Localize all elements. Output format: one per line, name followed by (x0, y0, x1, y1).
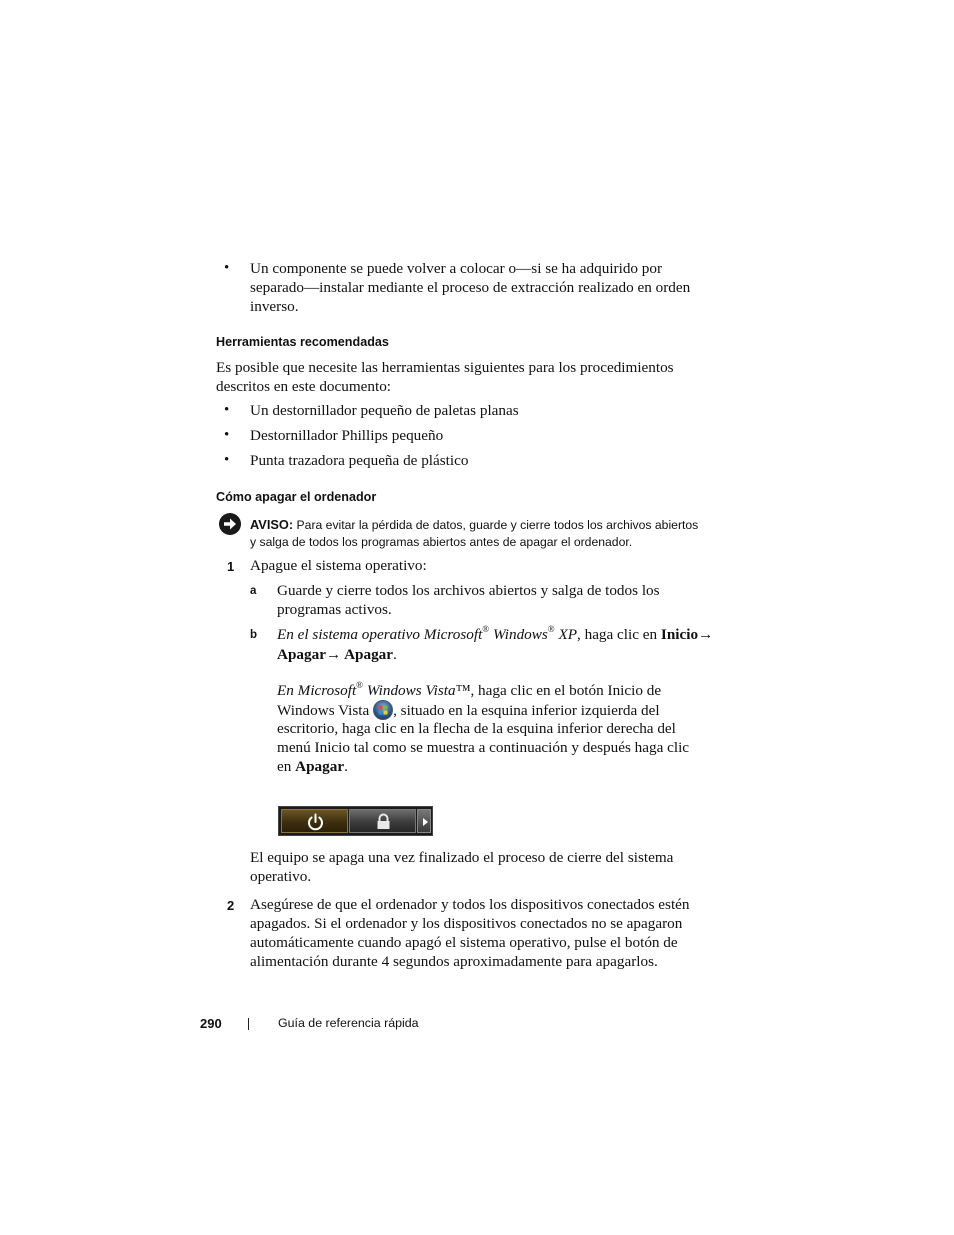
reg-mark: ® (356, 679, 364, 690)
tool-item-3: Punta trazadora pequeña de plástico (250, 452, 469, 469)
trademark: ™ (455, 682, 471, 699)
notice-label: AVISO: (250, 517, 294, 532)
intro-bullet-line-3: inverso. (250, 298, 299, 315)
vista-line-2 (277, 700, 660, 720)
menu-apagar-1: Apagar (277, 646, 326, 663)
vista-line-2a: Windows Vista (277, 702, 374, 719)
page-number: 290 (200, 1016, 222, 1031)
vista-line-4: menú Inicio tal como se muestra a continuación y después haga clic (277, 739, 690, 756)
substep-b-line-1 (277, 625, 713, 644)
footer-separator (248, 1018, 249, 1030)
step-1-text: Apague el sistema operativo: (250, 557, 427, 574)
power-button[interactable] (281, 809, 348, 833)
vista-line-5a: en (277, 758, 296, 775)
xp-text-1: En el sistema operativo Microsoft (277, 626, 483, 643)
substep-a-line-2: programas activos. (277, 601, 392, 618)
period: . (393, 646, 397, 663)
substep-b-letter: b (250, 629, 258, 641)
step-2-line-3: automáticamente cuando apagó el sistema operativo, pulse el botón de (250, 934, 678, 951)
bullet-marker: • (224, 402, 230, 418)
substep-a-line-1: Guarde y cierre todos los archivos abiertos y salga de todos los (277, 582, 660, 599)
vista-text-1: En Microsoft (277, 682, 357, 699)
lock-icon (350, 810, 417, 834)
notice-arrow-icon (219, 513, 241, 535)
step-1-number: 1 (227, 559, 235, 574)
lock-button[interactable] (349, 809, 416, 833)
step-2-number: 2 (227, 898, 235, 913)
xp-text-2: Windows (489, 626, 548, 643)
xp-text-3: XP (554, 626, 577, 643)
intro-bullet-line-2: separado—instalar mediante el proceso de extracción realizado en orden (250, 279, 691, 296)
tool-item-1: Un destornillador pequeño de paletas planas (250, 402, 519, 419)
vista-line-1 (277, 681, 661, 700)
menu-inicio: Inicio (660, 626, 699, 643)
tools-heading: Herramientas recomendadas (216, 335, 389, 349)
after-line-1: El equipo se apaga una vez finalizado el proceso de cierre del sistema (250, 849, 674, 866)
tools-intro-line-2: descritos en este documento: (216, 378, 392, 395)
windows-vista-start-icon (373, 700, 393, 720)
vista-line-5 (277, 757, 348, 776)
bullet-marker: • (224, 260, 230, 276)
reg-mark: ® (547, 623, 555, 634)
shutdown-heading: Cómo apagar el ordenador (216, 490, 377, 504)
after-line-2: operativo. (250, 868, 312, 885)
tools-intro-line-1: Es posible que necesite las herramientas siguientes para los procedimientos (216, 359, 674, 376)
intro-bullet-line-1: Un componente se puede volver a colocar o—si se ha adquirido por (250, 260, 663, 277)
step-2-line-4: alimentación durante 4 segundos aproximadamente para apagarlos. (250, 953, 658, 970)
footer-title: Guía de referencia rápida (278, 1016, 419, 1030)
notice-line-2: y salga de todos los programas abiertos antes de apagar el ordenador. (250, 535, 633, 549)
menu-apagar-3: Apagar (295, 758, 345, 775)
bullet-marker: • (224, 427, 230, 443)
arrow-right-icon (418, 810, 432, 834)
vista-line-3: escritorio, haga clic en la flecha de la esquina inferior derecha del (277, 720, 676, 737)
bullet-marker: • (224, 452, 230, 468)
substep-b-line-2 (277, 645, 397, 664)
menu-arrow: → (698, 626, 714, 643)
menu-arrow: → (325, 646, 342, 663)
substep-a-letter: a (250, 585, 257, 597)
reg-mark: ® (482, 623, 490, 634)
shutdown-options-arrow[interactable] (417, 809, 431, 833)
step-2-line-2: apagados. Si el ordenador y los dispositivos conectados no se apagaron (250, 915, 683, 932)
start-menu-shutdown-bar (278, 806, 433, 836)
tool-item-2: Destornillador Phillips pequeño (250, 427, 444, 444)
power-icon (282, 810, 349, 834)
xp-text-4: , haga clic en (577, 626, 661, 643)
menu-apagar-2: Apagar (341, 646, 394, 663)
vista-text-2: Windows Vista (363, 682, 456, 699)
period: . (344, 758, 348, 775)
step-2-line-1: Asegúrese de que el ordenador y todos los dispositivos conectados estén (250, 896, 690, 913)
vista-text-3: , haga clic en el botón Inicio de (470, 682, 662, 699)
notice-line-1 (250, 516, 698, 535)
vista-line-2b: , situado en la esquina inferior izquierda del (393, 702, 660, 719)
notice-text-1: Para evitar la pérdida de datos, guarde y cierre todos los archivos abiertos (296, 518, 699, 532)
